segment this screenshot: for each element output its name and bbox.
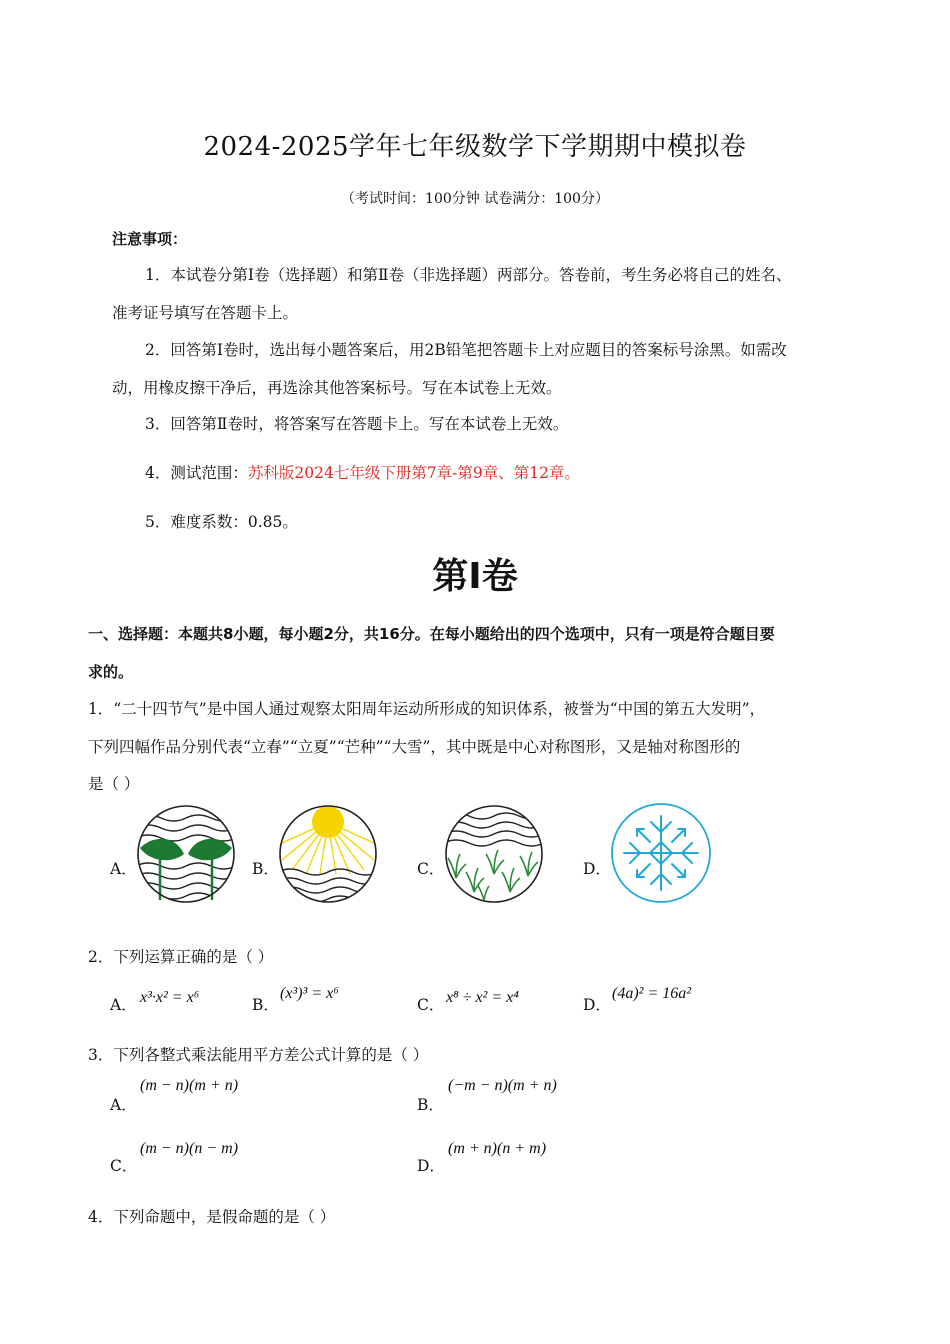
q3-option-d-expression: (m + n)(n + m) — [448, 1140, 547, 1157]
grass-icon — [444, 804, 544, 904]
q1-option-b-label[interactable]: B． — [252, 860, 279, 878]
q2-option-d-label[interactable]: D． — [583, 996, 611, 1014]
notice-item-3: 3．回答第Ⅱ卷时，将答案写在答题卡上。写在本试卷上无效。 — [145, 415, 569, 433]
snowflake-icon — [610, 802, 712, 904]
test-scope: 苏科版2024七年级下册第7章-第9章、第12章。 — [247, 464, 581, 482]
notice-item-2-line-2: 动，用橡皮擦干净后，再选涂其他答案标号。写在本试卷上无效。 — [112, 379, 562, 397]
q2-stem: 2．下列运算正确的是（ ） — [88, 948, 274, 966]
notice-item-5: 5．难度系数：0.85。 — [145, 513, 298, 531]
q3-option-d-label[interactable]: D． — [417, 1157, 445, 1175]
notice-item-4 — [145, 461, 580, 483]
q3-option-c-expression: (m − n)(n − m) — [140, 1140, 239, 1157]
q1-option-a-label[interactable]: A． — [110, 860, 137, 878]
q2-option-a-expression: x³·x² = x⁶ — [140, 989, 200, 1006]
q3-option-b-label[interactable]: B． — [417, 1096, 444, 1114]
q4-stem: 4．下列命题中，是假命题的是（ ） — [88, 1208, 336, 1226]
notice-item-1-line-2: 准考证号填写在答题卡上。 — [112, 304, 299, 322]
page-title: 2024-2025学年七年级数学下学期期中模拟卷 — [203, 132, 747, 162]
part-1-heading-line-2: 求的。 — [88, 663, 134, 681]
sprout-icon — [136, 804, 236, 904]
q1-option-c-label[interactable]: C． — [417, 860, 445, 878]
q3-option-b-expression: (−m − n)(m + n) — [448, 1077, 557, 1094]
q2-option-c-expression: x⁸ ÷ x² = x⁴ — [446, 989, 519, 1006]
notice-item-1-line-1: 1．本试卷分第Ⅰ卷（选择题）和第Ⅱ卷（非选择题）两部分。答卷前，考生务必将自己的姓名、 — [145, 266, 792, 284]
q2-option-c-label[interactable]: C． — [417, 996, 445, 1014]
sun-icon — [278, 804, 378, 904]
q1-stem-line-2: 下列四幅作品分别代表“立春”“立夏”“芒种”“大雪”，其中既是中心对称图形，又是轴对称图形的 — [88, 738, 741, 756]
notice-item-4-prefix: 4．测试范围： — [145, 464, 248, 482]
q3-option-a-label[interactable]: A． — [110, 1096, 137, 1114]
q1-stem-line-1: 1．“二十四节气”是中国人通过观察太阳周年运动所形成的知识体系，被誉为“中国的第五大发明”， — [88, 700, 766, 718]
notice-heading: 注意事项： — [112, 230, 188, 248]
part-1-heading-line-1: 一、选择题：本题共8小题，每小题2分，共16分。在每小题给出的四个选项中，只有一项是符合题目要 — [88, 625, 775, 643]
q2-option-b-label[interactable]: B． — [252, 996, 279, 1014]
section-title: 第Ⅰ卷 — [432, 556, 518, 597]
q1-stem-line-3: 是（ ） — [88, 775, 140, 793]
notice-item-2-line-1: 2．回答第Ⅰ卷时，选出每小题答案后，用2B铅笔把答题卡上对应题目的答案标号涂黑。如需改 — [145, 341, 787, 359]
q2-option-a-label[interactable]: A． — [110, 996, 137, 1014]
q3-option-a-expression: (m − n)(m + n) — [140, 1077, 239, 1094]
exam-info: （考试时间：100分钟 试卷满分：100分） — [341, 191, 609, 207]
q2-option-b-expression: (x³)³ = x⁶ — [280, 985, 339, 1002]
q3-option-c-label[interactable]: C． — [110, 1157, 138, 1175]
q1-option-d-label[interactable]: D． — [583, 860, 611, 878]
q2-option-d-expression: (4a)² = 16a² — [612, 985, 692, 1002]
q3-stem: 3．下列各整式乘法能用平方差公式计算的是（ ） — [88, 1046, 429, 1064]
